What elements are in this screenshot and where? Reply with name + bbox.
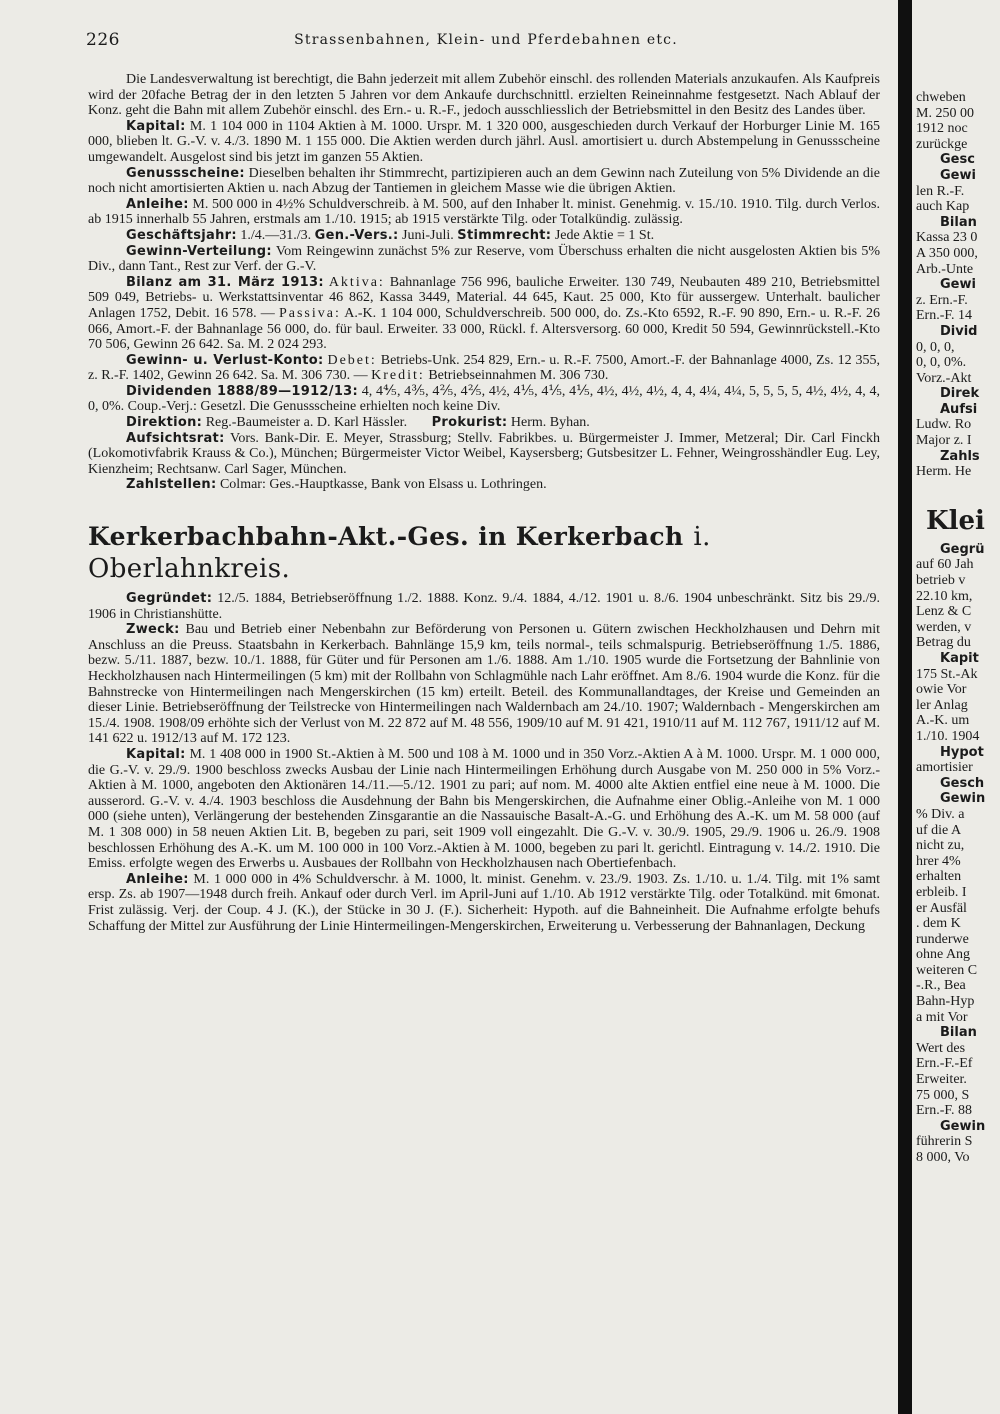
right-line: hrer 4% <box>916 853 961 869</box>
right-line: 175 St.-Ak <box>916 666 978 682</box>
page-gutter <box>898 0 912 1414</box>
right-line: Kassa 23 0 <box>916 230 978 246</box>
right-line: amortisier <box>916 760 973 776</box>
paragraph-kapital-2: Kapital: M. 1 408 000 in 1900 St.-Aktien à M. 500 und 108 à M. 1000 und in 350 Vorz.-Aktien A à M. 1000. Urspr. M. 1 000 000, die G.-V. v. 29./9. 1900 beschloss zwecks Ausbau der Linie nach Hintermeilingen Erhöhung durch Ausgabe von M. 250 000 in 5% Vorz.-Aktien à M. 1000, angeboten den Aktionären 14./11.—5./12. 1901 zu pari; auf nom. M. 4000 alte Aktien entfiel eine neue à M. 1000. Die ausserord. G.-V. v. 4./4. 1903 beschloss die Ausdehnung der Bahn bis Mengerskirchen, die Aufnahme einer Oblig.-Anleihe von M. 1 000 000 (siehe unten), Verlängerung der bestehenden Zinsgarantie an die Nassauische Basalt-A.-G. und Erhöhung des A.-K. um M. 58 000 (auf M. 1 308 000) in 58 neuen Aktien Lit. B, begeben zu pari, seit 1909 voll eingezahlt. Die G.-V. v. 30./9. 1905, 29./9. 1906 u. 26./9. 1908 beschlossen Erhöhung des A.-K. um M. 100 000 in 100 Vorz.-Aktien à M. 1000, begeben zu pari lt. gerichtl. Eintragung v. 14./2. 1910. Die Emiss. erfolgte wegen des Erwerbs u. Ausbaues der Rollbahn von Heckholzhausen nach Obertiefenbach. <box>88 746 881 872</box>
right-line: weiteren C <box>916 962 978 978</box>
right-line: 1./10. 1904 <box>916 728 980 744</box>
right-line: Ern.-F. 14 <box>916 308 973 324</box>
right-line: nicht zu, <box>916 838 965 854</box>
right-line: Gewin <box>940 1118 986 1134</box>
right-line: uf die A <box>916 822 962 838</box>
right-page-column <box>916 90 1000 1166</box>
right-line: Bahn-Hyp <box>916 994 975 1010</box>
right-line: führerin S <box>916 1134 973 1150</box>
right-line: Vorz.-Akt <box>916 370 972 386</box>
paragraph-gewinn-verlust: Gewinn- u. Verlust-Konto: Debet: Betriebs-Unk. 254 829, Ern.- u. R.-F. 7500, Amort.-F. der Bahnanlage 4000, Zs. 12 355, z. R.-F. 1402, Gewinn 26 642. Sa. M. 306 730. — Kredit: Betriebseinnahmen M. 306 730. <box>88 352 881 384</box>
right-line: auch Kap <box>916 199 970 215</box>
right-line: 1912 noc <box>916 121 968 137</box>
right-line: Bilan <box>940 1025 977 1041</box>
right-line: Kapit <box>940 651 979 666</box>
right-line: Gewin <box>940 791 986 807</box>
right-line: . dem K <box>916 916 961 932</box>
right-line: Aufsi <box>940 401 978 417</box>
company-name: Kerkerbachbahn-Akt.-Ges. in Kerkerbach <box>88 522 684 552</box>
right-line: er Ausfäl <box>916 900 967 916</box>
page-number: 226 <box>86 30 120 50</box>
running-title: Strassenbahnen, Klein- und Pferdebahnen etc. <box>294 32 678 48</box>
right-line: Gesch <box>940 775 985 791</box>
label-kapital: Kapital: <box>126 118 186 134</box>
paragraph-zahlstellen: Zahlstellen: Colmar: Ges.-Hauptkasse, Bank von Elsass u. Lothringen. <box>126 477 547 493</box>
right-line: Direk <box>940 386 980 402</box>
running-head <box>86 30 886 54</box>
right-page-edge <box>912 0 1000 1414</box>
right-line: Ern.-F.-Ef <box>916 1056 973 1072</box>
company-heading <box>88 521 880 585</box>
paragraph-dividenden: Dividenden 1888/89—1912/13: 4, 4⅘, 4⅗, 4⅖, 4⅖, 4½, 4⅕, 4⅕, 4⅕, 4½, 4½, 4½, 4, 4, 4¼, 4¼, 5, 5, 5, 5, 4½, 4½, 4, 4, 0, 0%. Coup.-Verj.: Gesetzl. Die Genussscheine erhielten noch keine Div. <box>88 383 880 415</box>
right-line: zurückge <box>916 136 968 152</box>
right-line: 8 000, Vo <box>916 1150 970 1165</box>
right-line: Divid <box>940 323 978 339</box>
right-line: chweben <box>916 90 966 105</box>
right-line: ohne Ang <box>916 947 971 963</box>
right-line: Herm. He <box>916 464 972 480</box>
right-line: Zahls <box>940 448 980 464</box>
paragraph-direktion: Direktion: Reg.-Baumeister a. D. Karl Hässler. Prokurist: Herm. Byhan. <box>126 415 590 431</box>
right-lines-top <box>916 90 1000 480</box>
right-line: Betrag du <box>916 635 971 651</box>
right-line: Major z. I <box>916 433 972 449</box>
label-anleihe: Anleihe: <box>126 196 189 212</box>
paragraph-bilanz: Bilanz am 31. März 1913: Aktiva: Bahnanlage 756 996, bauliche Erweiter. 130 749, Neubauten 489 210, Betriebsmittel 509 049, Betriebs- u. Werkstattsinventar 46 862, Kassa 3449, Material. 44 645, Kaut. 25 000, Kto für aussergew. Unterhalt. baulicher Anlagen 1752, Debit. 16 578. — Passiva: A.-K. 1 104 000, Schuldverschreib. 500 000, do. Zs.-Kto 6592, R.-F. 90 890, Ern.- u. R.-F. 26 066, Amort.-F. der Bahnanlage 56 000, do. für baul. Erweiter. 33 000, Rückl. f. Altersversorg. 60 000, Kredit 50 594, Gewinnrückstell.-Kto 70 506, Gewinn 26 642. Sa. M. 2 024 293. <box>88 274 881 353</box>
right-line: A 350 000, <box>916 245 978 261</box>
paragraph-anleihe: Anleihe: M. 500 000 in 4½% Schuldverschreib. à M. 500, auf den Inhaber lt. minist. Genehmig. v. 15./10. 1910. Tilg. durch Verlos. ab 1915 innerhalb 55 Jahren, erstmals am 1./10. 1915; ab 1915 verstärkte Tilg. oder Totalkündig. zulässig. <box>88 196 881 228</box>
paragraph-genussscheine: Genussscheine: Dieselben behalten ihr Stimmrecht, partizipieren auch an dem Gewinn nach Zuteilung von 5% Dividende an die noch nicht amortisierten Aktien u. nach Abzug der Tantiemen in gleichem Masse wie die übrigen Aktien. <box>88 165 881 197</box>
paragraph-geschaeftsjahr: Geschäftsjahr: 1./4.—31./3. Gen.-Vers.: Juni-Juli. Stimmrecht: Jede Aktie = 1 St. <box>126 227 655 243</box>
company-location: i. Oberlahnkreis. <box>88 522 711 585</box>
paragraph-intro: Die Landesverwaltung ist berechtigt, die Bahn jederzeit mit allem Zubehör einschl. des rollenden Materials anzukaufen. Als Kaufpreis wird der 20fache Betrag der in den letzten 5 Jahren vor dem Ankaufe durchschnittl. erzielten Reineinnahme festgesetzt. Nach Ablauf der Konz. geht die Bahn mit allem Zubehör einschl. des Ern.- u. R.-F., jedoch ausschliesslich der Betriebsmittel in den Besitz des Landes über. <box>88 72 880 119</box>
right-line: Arb.-Unte <box>916 261 974 277</box>
right-line: betrieb v <box>916 573 966 589</box>
right-line: Lenz & C <box>916 604 972 620</box>
right-line: Gewi <box>940 167 976 183</box>
right-line: % Div. a <box>916 806 965 822</box>
paragraph-anleihe-2: Anleihe: M. 1 000 000 in 4% Schuldverschr. à M. 1000, lt. minist. Genehm. v. 23./9. 1903. Zs. 1./10. u. 1./4. Tilg. mit 1% samt ersp. Zs. ab 1907—1948 durch freih. Ankauf oder durch Verl. im April-Juni auf 1./10. Ab 1912 verstärkte Tilg. oder Totalkünd. mit 6monat. Frist zulässig. Verj. der Coup. 4 J. (K.), der Stücke in 30 J. (F.). Sicherheit: Hypoth. auf die Bahneinheit. Die Aufnahme erfolgte behufs Schaffung der Mittel zur Ausführung der Linie Hintermeilingen-Mengerskirchen, Erweiterung u. Verbesserung der Bahnanlagen, Deckung <box>88 871 881 934</box>
paragraph-gegruendet: Gegründet: 12./5. 1884, Betriebseröffnung 1./2. 1888. Konz. 9./4. 1884, 4./12. 1901 u. 8./6. 1904 unbeschränkt. Sitz bis 29./9. 1906 in Christianshütte. <box>88 591 880 622</box>
right-line: owie Vor <box>916 682 967 698</box>
right-line: auf 60 Jah <box>916 557 974 573</box>
right-lines-bottom <box>916 542 1000 1166</box>
right-line: len R.-F. <box>916 183 965 199</box>
paragraph-zweck: Zweck: Bau und Betrieb einer Nebenbahn zur Beförderung von Personen u. Gütern zwischen Heckholzhausen und Dehrn mit Anschluss an die Preuss. Staatsbahn in Kerkerbach. Bahnlänge 15,9 km, teils normal-, teils schmalspurig. Betriebseröffnung 1./5. 1886, bezw. 5./11. 1887, bezw. 10./1. 1888, für Güter und für Personen am 1./6. 1888. Am 1./10. 1905 wurde die Fortsetzung der Bahnlinie von Heckholzhausen nach Hintermeilingen (5 km) mit der Rollbahn von Schlagmühle nach Lahr eröffnet. Am 8./6. 1904 wurde die Konz. für die Bahnstrecke von Hintermeilingen nach Mengerskirchen (15 km) erteilt. Beteil. des Kommunallandtages, der Kreise und Gemeinden an dieser Linie. Betriebseröffnung der Teilstrecke von Hintermeilingen nach Waldernbach am 24./10. 1907; Waldernbach - Mengerskirchen am 15./4. 1908. 1908/09 erhöhte sich der Verlust von M. 22 872 auf M. 48 556, 1909/10 auf M. 91 421, 1910/11 auf M. 112 767, 1911/12 auf M. 141 622 u. 1912/13 auf M. 172 123. <box>88 622 880 747</box>
right-line: 0, 0, 0, <box>916 339 955 355</box>
right-line: -.R., Bea <box>916 978 966 994</box>
text-column <box>88 72 880 934</box>
right-line: 22.10 km, <box>916 588 973 604</box>
paragraph-gewinn-verteilung: Gewinn-Verteilung: Vom Reingewinn zunächst 5% zur Reserve, vom Überschuss erhalten die nicht ausgelosten Aktien bis 5% Div., dann Tant., Rest zur Verf. der G.-V. <box>88 243 880 275</box>
right-line: Gegrü <box>940 541 985 557</box>
right-line: Gewi <box>940 277 976 293</box>
right-line: A.-K. um <box>916 713 970 729</box>
right-line: z. Ern.-F. <box>916 292 968 308</box>
right-line: Gesc <box>940 152 975 168</box>
right-line: 0, 0, 0%. <box>916 355 967 371</box>
right-line: M. 250 00 <box>916 105 974 121</box>
right-line: Ludw. Ro <box>916 417 972 433</box>
right-line: Bilan <box>940 214 977 230</box>
right-line: Wert des <box>916 1040 966 1056</box>
right-line: erbleib. I <box>916 884 967 900</box>
right-line: ler Anlag <box>916 697 968 713</box>
right-heading: Klei <box>926 505 985 536</box>
right-line: Hypot <box>940 744 984 760</box>
paragraph-aufsichtsrat: Aufsichtsrat: Vors. Bank-Dir. E. Meyer, Strassburg; Stellv. Fabrikbes. u. Bürgermeister J. Immer, Metzeral; Dir. Carl Finckh (Lokomotivfabrik Krauss & Co.), München; Bürgermeister Victor Weibel, Kaysersberg; Gutsbesitzer L. Fehner, Weingrosshändler Eug. Ley, Kienzheim; Rechtsanw. Carl Sager, München. <box>88 430 880 477</box>
label-genussscheine: Genussscheine: <box>126 165 245 181</box>
right-line: 75 000, S <box>916 1087 970 1103</box>
right-line: a mit Vor <box>916 1009 968 1025</box>
paragraph-kapital: Kapital: M. 1 104 000 in 1104 Aktien à M. 1000. Urspr. M. 1 320 000, ausgeschieden durch Verkauf der Horburger Linie M. 165 000, blieben lt. G.-V. v. 4./3. 1890 M. 1 155 000. Die Aktien werden durch jährl. Ausl. amortisiert u. durch Abstempelung in Genussscheine umgewandelt. Ausgelost sind bis jetzt im ganzen 55 Aktien. <box>88 118 880 165</box>
right-line: Erweiter. <box>916 1072 967 1088</box>
right-line: erhalten <box>916 869 962 885</box>
right-line: Ern.-F. 88 <box>916 1103 973 1119</box>
right-line: werden, v <box>916 619 972 635</box>
right-line: runderwe <box>916 931 969 947</box>
